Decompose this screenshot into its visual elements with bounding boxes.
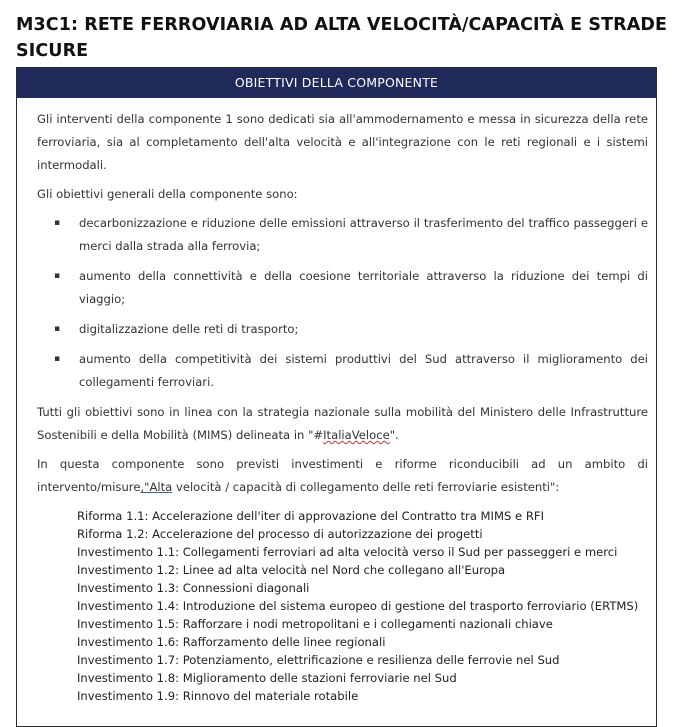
box-body [17,98,656,705]
strategy-end: ". [389,428,399,442]
list-item: Investimento 1.7: Potenziamento, elettrificazione e resilienza delle ferrovie nel Sud [77,653,560,667]
objective-text: decarbonizzazione e riduzione delle emissioni attraverso il trasferimento del traffico passeggeri e merci dalla strada alla ferrovia; [79,216,648,253]
list-item: Investimento 1.5: Rafforzare i nodi metropolitani e i collegamenti nazionali chiave [77,617,553,631]
objectives-intro: Gli obiettivi generali della componente sono: [37,187,298,201]
list-item: Investimento 1.4: Introduzione del sistema europeo di gestione del trasporto ferroviario (ERTMS) [77,599,639,613]
list-item [37,318,648,341]
scope-marked-text: ,"Alta [140,480,173,494]
objective-text: aumento della connettività e della coesione territoriale attraverso la riduzione dei tempi di viaggio; [79,269,648,306]
scope-end: velocità / capacità di collegamento delle reti ferroviarie esistenti": [172,480,560,494]
list-item: Investimento 1.3: Connessioni diagonali [77,581,310,595]
list-item: Investimento 1.2: Linee ad alta velocità nel Nord che collegano all'Europa [77,563,506,577]
page-title: M3C1: RETE FERROVIARIA AD ALTA VELOCITÀ/CAPACITÀ E STRADE SICURE [16,15,668,61]
list-item [37,265,648,311]
list-item: Riforma 1.1: Accelerazione dell'iter di approvazione del Contratto tra MIMS e RFI [77,509,544,523]
list-item: Investimento 1.6: Rafforzamento delle linee regionali [77,635,386,649]
box-header: OBIETTIVI DELLA COMPONENTE [17,68,656,98]
bullet-square-icon: ▪ [54,271,61,281]
objective-text: aumento della competitività dei sistemi produttivi del Sud attraverso il miglioramento dei collegamenti ferroviari. [79,352,648,389]
objectives-box [16,67,657,727]
list-item [37,212,648,258]
objective-text: digitalizzazione delle reti di trasporto; [79,322,299,336]
scope-paragraph [37,453,648,499]
objectives-list [37,212,648,394]
list-item: Investimento 1.9: Rinnovo del materiale rotabile [77,689,359,703]
list-item: Investimento 1.1: Collegamenti ferroviari ad alta velocità verso il Sud per passeggeri e merci [77,545,618,559]
intro-paragraph: Gli interventi della componente 1 sono dedicati sia all'ammodernamento e messa in sicurezza della rete ferroviaria, sia al completamento dell'alta velocità e all'integrazione con le reti regionali e i sistemi intermodali. [37,112,648,172]
list-item [37,348,648,394]
list-item: Riforma 1.2: Accelerazione del processo di autorizzazione dei progetti [77,527,483,541]
bullet-square-icon: ▪ [54,354,61,364]
italiaveloce-term: ItaliaVeloce [323,428,390,442]
bullet-square-icon: ▪ [54,324,61,334]
scope-text: In questa componente sono previsti investimenti e riforme riconducibili ad un ambito di intervento/misure [37,457,648,494]
bullet-square-icon: ▪ [54,218,61,228]
strategy-paragraph [37,401,648,447]
list-item: Investimento 1.8: Miglioramento delle stazioni ferroviarie nel Sud [77,671,457,685]
measures-list [77,507,648,705]
strategy-text: Tutti gli obiettivi sono in linea con la strategia nazionale sulla mobilità del Ministero delle Infrastrutture Sostenibili e della Mobilità (MIMS) delineata in "# [37,405,648,442]
